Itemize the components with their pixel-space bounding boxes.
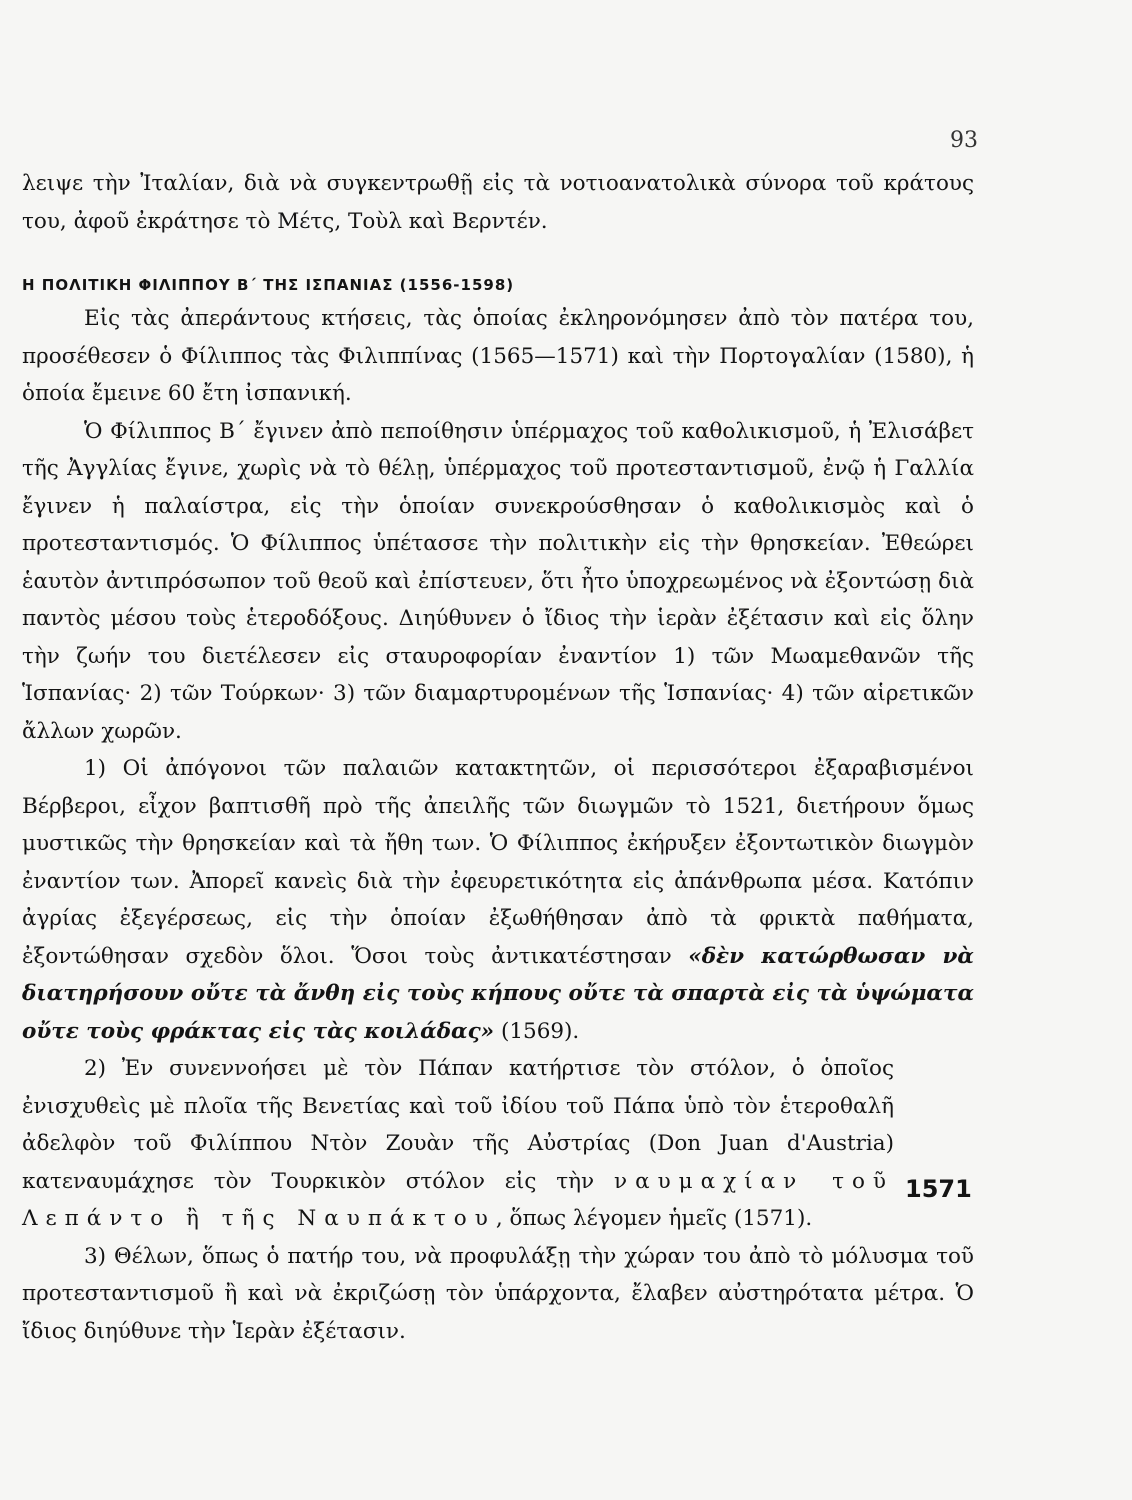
section-heading: Η ΠΟΛΙΤΙΚΗ ΦΙΛΙΠΠΟΥ Β΄ ΤΗΣ ΙΣΠΑΝΙΑΣ (1556-1598): [22, 276, 515, 294]
paragraph-5: 3) Θέλων, ὅπως ὁ πατήρ του, νὰ προφυλάξῃ τὴν χώραν του ἀπὸ τὸ μόλυσμα τοῦ προτεσταντισμοῦ ἢ καὶ νὰ ἐκριζώσῃ τὸν ὑπάρχοντα, ἔλαβεν αὐστηρότατα μέτρα. Ὁ ἴδιος διηύθυνε τὴν Ἱερὰν ἐξέτασιν.: [22, 1243, 974, 1344]
paragraph-3-end: (1569).: [494, 1018, 580, 1044]
paragraph-4: [22, 1050, 974, 1238]
battle-name: ναυμαχίαν τοῦ Λεπάντο ἢ τῆς Ναυπάκτου: [22, 1168, 894, 1231]
paragraph-2: Ὁ Φίλιππος Β΄ ἔγινεν ἀπὸ πεποίθησιν ὑπέρμαχος τοῦ καθολικισμοῦ, ἡ Ἐλισάβετ τῆς Ἀγγλίας ἔγινε, χωρὶς νὰ τὸ θέλῃ, ὑπέρμαχος τοῦ προτεσταντισμοῦ, ἐνῷ ἡ Γαλλία ἔγινεν ἡ παλαίστρα, εἰς τὴν ὁποίαν συνεκρούσθησαν ὁ καθολικισμὸς καὶ ὁ προτεσταντισμός. Ὁ Φίλιππος ὑπέτασσε τὴν πολιτικὴν εἰς τὴν θρησκείαν. Ἐθεώρει ἑαυτὸν ἀντιπρόσωπον τοῦ θεοῦ καὶ ἐπίστευεν, ὅτι ἦτο ὑποχρεωμένος νὰ ἐξοντώσῃ διὰ παντὸς μέσου τοὺς ἑτεροδόξους. Διηύθυνεν ὁ ἴδιος τὴν ἱερὰν ἐξέτασιν καὶ εἰς ὅλην τὴν ζωήν του διετέλεσεν εἰς σταυροφορίαν ἐναντίον 1) τῶν Μωαμεθανῶν τῆς Ἱσπανίας· 2) τῶν Τούρκων· 3) τῶν διαμαρτυρομένων τῆς Ἱσπανίας· 4) τῶν αἱρετικῶν ἄλλων χωρῶν.: [22, 418, 974, 744]
paragraph-4-end: , ὅπως λέγομεν ἡμεῖς (1571).: [495, 1206, 813, 1231]
intro-paragraph: λειψε τὴν Ἰταλίαν, διὰ νὰ συγκεντρωθῇ εἰς τὰ νοτιοανατολικὰ σύνορα τοῦ κράτους του, ἀφοῦ ἐκράτησε τὸ Μέτς, Τοὺλ καὶ Βερντέν.: [22, 171, 974, 234]
page-number: 93: [950, 128, 978, 153]
paragraph-3-start: 1) Οἱ ἀπόγονοι τῶν παλαιῶν κατακτητῶν, οἱ περισσότεροι ἐξαραβισμένοι Βέρβεροι, εἶχον βαπτισθῆ πρὸ τῆς ἀπειλῆς τῶν διωγμῶν τὸ 1521, διετήρουν ὅμως μυστικῶς τὴν θρησκείαν καὶ τὰ ἤθη των. Ὁ Φίλιππος ἐκήρυξεν ἐξοντωτικὸν διωγμὸν ἐναντίον των. Ἀπορεῖ κανεὶς διὰ τὴν ἐφευρετικότητα εἰς ἀπάνθρωπα μέσα. Κατόπιν ἀγρίας ἐξεγέρσεως, εἰς τὴν ὁποίαν ἐξωθήθησαν ἀπὸ τὰ φρικτὰ παθήματα, ἐξοντώθησαν σχεδὸν ὅλοι. Ὅσοι τοὺς ἀντικατέστησαν: [22, 756, 974, 969]
paragraph-1: Εἰς τὰς ἀπεράντους κτήσεις, τὰς ὁποίας ἐκληρονόμησεν ἀπὸ τὸν πατέρα του, προσέθεσεν ὁ Φίλιππος τὰς Φιλιππίνας (1565—1571) καὶ τὴν Πορτογαλίαν (1580), ἡ ὁποία ἔμεινε 60 ἔτη ἰσπανική.: [22, 306, 974, 406]
paragraph-3: [22, 750, 974, 1050]
margin-year-note: 1571: [905, 1175, 972, 1203]
page-body: [22, 165, 974, 1350]
paragraph-4-start: 2) Ἐν συνεννοήσει μὲ τὸν Πάπαν κατήρτισε τὸν στόλον, ὁ ὁποῖος ἐνισχυθεὶς μὲ πλοῖα τῆς Βενετίας καὶ τοῦ ἰδίου τοῦ Πάπα ὑπὸ τὸν ἑτεροθαλῆ ἀδελφὸν τοῦ Φιλίππου Ντὸν Ζουὰν τῆς Αὐστρίας (Don Juan d'Austria) κατεναυμάχησε τὸν Τουρκικὸν στόλον εἰς τὴν: [22, 1056, 894, 1194]
quote: «δὲν κατώρθωσαν νὰ διατηρήσουν οὔτε τὰ ἄνθη εἰς τοὺς κήπους οὔτε τὰ σπαρτὰ εἰς τὰ ὑψώματα οὔτε τοὺς φράκτας εἰς τὰς κοιλάδας»: [22, 943, 974, 1044]
